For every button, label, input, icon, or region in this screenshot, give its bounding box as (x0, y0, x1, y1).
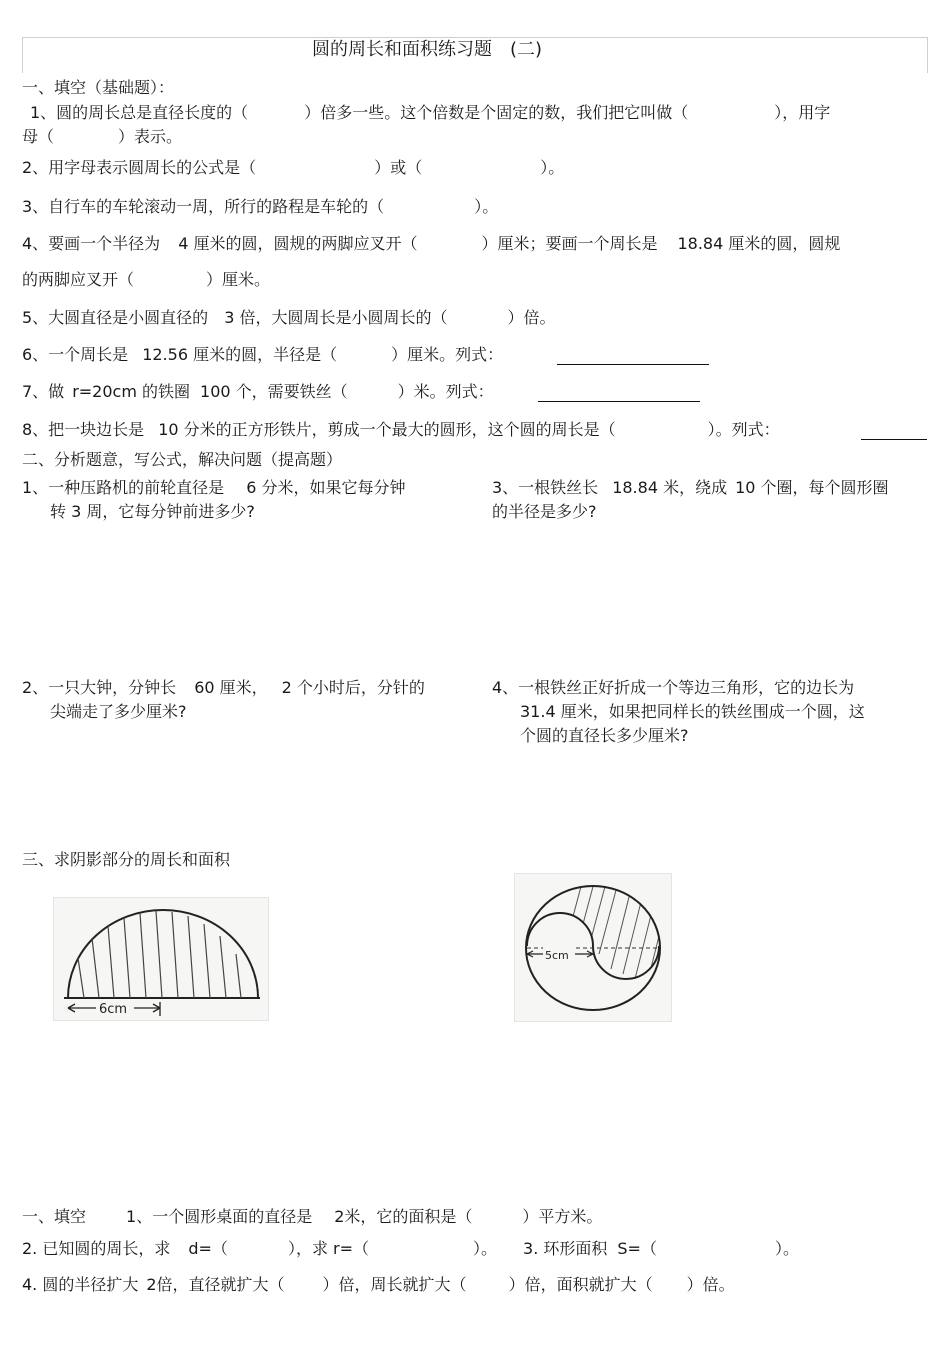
question-2: 2、用字母表示圆周长的公式是（ ）或（ ）。 (22, 158, 565, 177)
figure-circle-yinyang (514, 873, 672, 1022)
problem-4-line3: 个圆的直径长多少厘米? (520, 726, 689, 745)
question-1-line2: 母（ ）表示。 (22, 127, 183, 146)
question-8: 8、把一块边长是 10 分米的正方形铁片，剪成一个最大的圆形，这个圆的周长是（ ）。列式： (22, 420, 780, 439)
question-5: 5、大圆直径是小圆直径的 3 倍，大圆周长是小圆周长的（ ）倍。 (22, 308, 556, 327)
problem-4-line1: 4、一根铁丝正好折成一个等边三角形，它的边长为 (492, 678, 855, 697)
section1-heading: 一、填空（基础题）： (22, 78, 175, 97)
section4-line1: 一、填空 1、一个圆形桌面的直径是 2米，它的面积是（ ）平方米。 (22, 1207, 603, 1226)
page-title: 圆的周长和面积练习题 (二) (312, 39, 543, 60)
question-4-line1: 4、要画一个半径为 4 厘米的圆，圆规的两脚应叉开（ ）厘米；要画一个周长是 18.84 厘米的圆，圆规 (22, 234, 841, 253)
circle-drawing (515, 874, 671, 1021)
question-6-answer-blank[interactable] (557, 350, 709, 365)
question-1-line1: 1、圆的周长总是直径长度的（ ）倍多一些。这个倍数是个固定的数，我们把它叫做（ ），用字 (30, 103, 831, 122)
problem-2-line2: 尖端走了多少厘米? (50, 702, 187, 721)
question-7: 7、做 r=20cm 的铁圈 100 个，需要铁丝（ ）米。列式： (22, 382, 494, 401)
figure-semicircle (53, 897, 269, 1021)
header-left-border (22, 37, 23, 73)
problem-3-line2: 的半径是多少? (492, 502, 597, 521)
section2-heading: 二、分析题意，写公式，解决问题（提高题） (22, 450, 343, 469)
semicircle-hatching (78, 911, 241, 998)
header-rule (22, 37, 928, 38)
header-right-border (927, 37, 928, 73)
question-6: 6、一个周长是 12.56 厘米的圆，半径是（ ）厘米。列式： (22, 345, 504, 364)
question-4-line2: 的两脚应叉开（ ）厘米。 (22, 270, 271, 289)
figure1-label: 6cm (99, 1002, 128, 1017)
section3-heading: 三、求阴影部分的周长和面积 (22, 850, 231, 869)
problem-4-line2: 31.4 厘米，如果把同样长的铁丝围成一个圆，这 (520, 702, 865, 721)
semicircle-arc (68, 910, 258, 998)
inner-s-curve (527, 913, 659, 979)
question-3: 3、自行车的车轮滚动一周，所行的路程是车轮的（ ）。 (22, 197, 499, 216)
question-7-answer-blank[interactable] (538, 387, 700, 402)
semicircle-drawing (54, 898, 268, 1020)
problem-2-line1: 2、一只大钟，分钟长 60 厘米， 2 个小时后，分针的 (22, 678, 425, 697)
section4-line2: 2. 已知圆的周长，求 d=（ ），求 r=（ ）。 3. 环形面积 S=（ ）。 (22, 1239, 799, 1258)
section4-line3: 4. 圆的半径扩大 2倍，直径就扩大（ ）倍，周长就扩大（ ）倍，面积就扩大（ ）倍。 (22, 1275, 735, 1294)
problem-3-line1: 3、一根铁丝长 18.84 米，绕成 10 个圈，每个圆形圈 (492, 478, 889, 497)
question-8-answer-blank[interactable] (861, 425, 927, 440)
problem-1-line1: 1、一种压路机的前轮直径是 6 分米，如果它每分钟 (22, 478, 406, 497)
problem-1-line2: 转 3 周，它每分钟前进多少? (50, 502, 255, 521)
figure2-label: 5cm (545, 949, 569, 962)
